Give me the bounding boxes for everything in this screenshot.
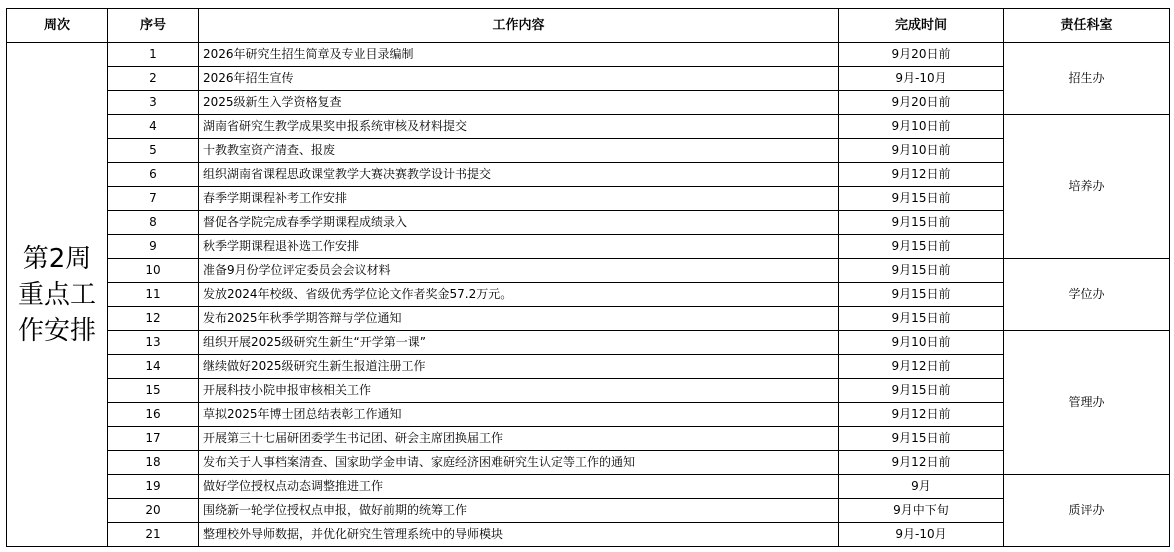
row-deadline: 9月20日前 [839, 43, 1004, 67]
row-deadline: 9月12日前 [839, 451, 1004, 475]
row-deadline: 9月15日前 [839, 307, 1004, 331]
row-content: 做好学位授权点动态调整推进工作 [199, 475, 839, 499]
row-number: 14 [108, 355, 199, 379]
row-number: 10 [108, 259, 199, 283]
row-deadline: 9月15日前 [839, 211, 1004, 235]
header-deadline: 完成时间 [839, 9, 1004, 43]
row-content: 准备9月份学位评定委员会会议材料 [199, 259, 839, 283]
table-row [7, 379, 1170, 403]
table-row [7, 331, 1170, 355]
row-content: 2025级新生入学资格复查 [199, 91, 839, 115]
header-row [7, 9, 1170, 43]
row-deadline: 9月10日前 [839, 331, 1004, 355]
department-cell: 质评办 [1004, 475, 1170, 547]
department-cell: 招生办 [1004, 43, 1170, 115]
row-number: 17 [108, 427, 199, 451]
table-row [7, 211, 1170, 235]
row-deadline: 9月-10月 [839, 67, 1004, 91]
row-number: 13 [108, 331, 199, 355]
row-number: 15 [108, 379, 199, 403]
row-content: 春季学期课程补考工作安排 [199, 187, 839, 211]
department-cell: 学位办 [1004, 259, 1170, 331]
row-content: 湖南省研究生教学成果奖申报系统审核及材料提交 [199, 115, 839, 139]
row-content: 组织开展2025级研究生新生“开学第一课” [199, 331, 839, 355]
table-row [7, 259, 1170, 283]
row-content: 2026年研究生招生简章及专业目录编制 [199, 43, 839, 67]
table-row [7, 451, 1170, 475]
row-content: 发布关于人事档案清查、国家助学金申请、家庭经济困难研究生认定等工作的通知 [199, 451, 839, 475]
row-content: 草拟2025年博士团总结表彰工作通知 [199, 403, 839, 427]
row-deadline: 9月15日前 [839, 259, 1004, 283]
row-deadline: 9月15日前 [839, 283, 1004, 307]
row-number: 1 [108, 43, 199, 67]
header-content: 工作内容 [199, 9, 839, 43]
row-number: 19 [108, 475, 199, 499]
row-number: 16 [108, 403, 199, 427]
table-row [7, 235, 1170, 259]
row-deadline: 9月20日前 [839, 91, 1004, 115]
row-content: 督促各学院完成春季学期课程成绩录入 [199, 211, 839, 235]
table-row [7, 427, 1170, 451]
row-deadline: 9月15日前 [839, 187, 1004, 211]
row-deadline: 9月12日前 [839, 355, 1004, 379]
row-content: 开展第三十七届研团委学生书记团、研会主席团换届工作 [199, 427, 839, 451]
row-number: 11 [108, 283, 199, 307]
row-number: 5 [108, 139, 199, 163]
table-row [7, 307, 1170, 331]
table-row [7, 283, 1170, 307]
row-deadline: 9月12日前 [839, 403, 1004, 427]
work-schedule-table [6, 8, 1170, 547]
row-number: 9 [108, 235, 199, 259]
row-content: 十教教室资产清查、报废 [199, 139, 839, 163]
row-number: 2 [108, 67, 199, 91]
row-deadline: 9月中下旬 [839, 499, 1004, 523]
row-number: 20 [108, 499, 199, 523]
row-number: 8 [108, 211, 199, 235]
row-deadline: 9月12日前 [839, 163, 1004, 187]
table-row [7, 115, 1170, 139]
row-number: 21 [108, 523, 199, 547]
department-cell: 培养办 [1004, 115, 1170, 259]
table-row [7, 475, 1170, 499]
row-content: 整理校外导师数据，并优化研究生管理系统中的导师模块 [199, 523, 839, 547]
row-content: 开展科技小院申报审核相关工作 [199, 379, 839, 403]
table-row [7, 187, 1170, 211]
row-number: 7 [108, 187, 199, 211]
table-row [7, 499, 1170, 523]
row-content: 2026年招生宣传 [199, 67, 839, 91]
row-content: 围绕新一轮学位授权点申报，做好前期的统筹工作 [199, 499, 839, 523]
row-deadline: 9月10日前 [839, 139, 1004, 163]
table-row [7, 355, 1170, 379]
row-deadline: 9月15日前 [839, 379, 1004, 403]
table-row [7, 403, 1170, 427]
table-row [7, 91, 1170, 115]
row-content: 继续做好2025级研究生新生报道注册工作 [199, 355, 839, 379]
row-content: 组织湖南省课程思政课堂教学大赛决赛教学设计书提交 [199, 163, 839, 187]
header-week: 周次 [7, 9, 108, 43]
table-row [7, 43, 1170, 67]
row-deadline: 9月15日前 [839, 235, 1004, 259]
header-number: 序号 [108, 9, 199, 43]
row-number: 3 [108, 91, 199, 115]
row-number: 18 [108, 451, 199, 475]
row-number: 4 [108, 115, 199, 139]
table-row [7, 523, 1170, 547]
row-content: 秋季学期课程退补选工作安排 [199, 235, 839, 259]
department-cell: 管理办 [1004, 331, 1170, 475]
row-number: 12 [108, 307, 199, 331]
row-deadline: 9月10日前 [839, 115, 1004, 139]
row-content: 发布2025年秋季学期答辩与学位通知 [199, 307, 839, 331]
table-row [7, 67, 1170, 91]
row-deadline: 9月-10月 [839, 523, 1004, 547]
table-row [7, 139, 1170, 163]
week-label: 第2周重点工作安排 [7, 43, 108, 547]
table-row [7, 163, 1170, 187]
row-deadline: 9月 [839, 475, 1004, 499]
row-number: 6 [108, 163, 199, 187]
header-department: 责任科室 [1004, 9, 1170, 43]
row-deadline: 9月15日前 [839, 427, 1004, 451]
row-content: 发放2024年校级、省级优秀学位论文作者奖金57.2万元。 [199, 283, 839, 307]
